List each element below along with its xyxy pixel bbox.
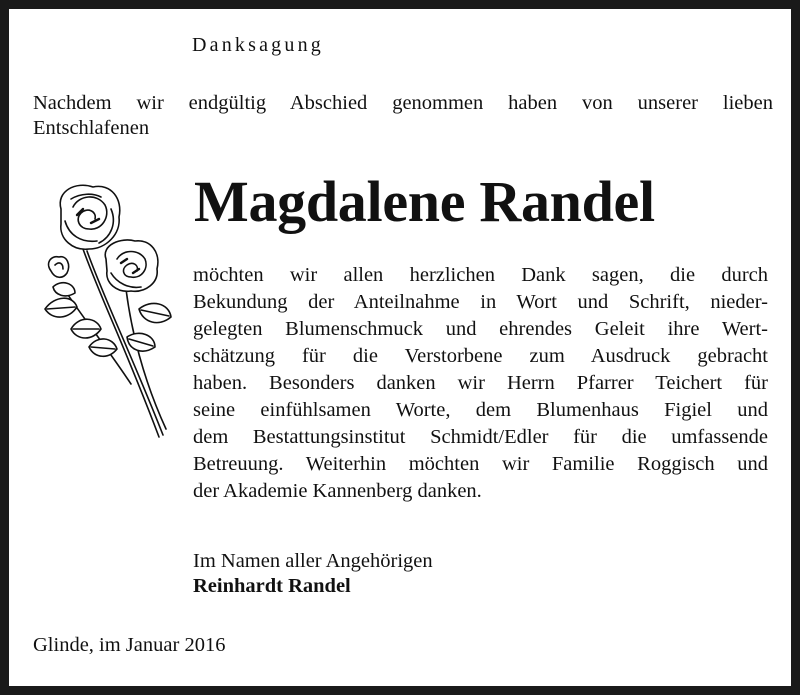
body-line: seine einfühlsamen Worte, dem Blumenhaus Figiel und <box>193 399 768 421</box>
body-line: Betreuung. Weiterhin möchten wir Familie Roggisch und <box>193 453 768 475</box>
notice-heading: Danksagung <box>192 34 324 56</box>
body-line: schätzung für die Verstorbene zum Ausdruck gebracht <box>193 345 768 367</box>
thanks-text <box>193 262 768 505</box>
intro-line-1: Nachdem wir endgültig Abschied genommen haben von unserer lieben <box>33 92 773 114</box>
obituary-notice <box>9 9 791 686</box>
body-line: haben. Besonders danken wir Herrn Pfarrer Teichert für <box>193 372 768 394</box>
intro-line-2: Entschlafenen <box>33 117 150 139</box>
place-date: Glinde, im Januar 2016 <box>33 634 226 656</box>
intro-text <box>33 91 773 141</box>
deceased-name: Magdalene Randel <box>194 169 655 234</box>
body-line: möchten wir allen herzlichen Dank sagen, die durch <box>193 264 768 286</box>
signer-name: Reinhardt Randel <box>193 575 351 597</box>
body-line: der Akademie Kannenberg danken. <box>193 480 482 502</box>
body-line: dem Bestattungsinstitut Schmidt/Edler für die umfassende <box>193 426 768 448</box>
closing-line: Im Namen aller Angehörigen <box>193 550 433 572</box>
body-line: gelegten Blumenschmuck und ehrendes Geleit ihre Wert- <box>193 318 768 340</box>
roses-icon <box>31 179 181 444</box>
body-line: Bekundung der Anteilnahme in Wort und Schrift, nieder- <box>193 291 768 313</box>
